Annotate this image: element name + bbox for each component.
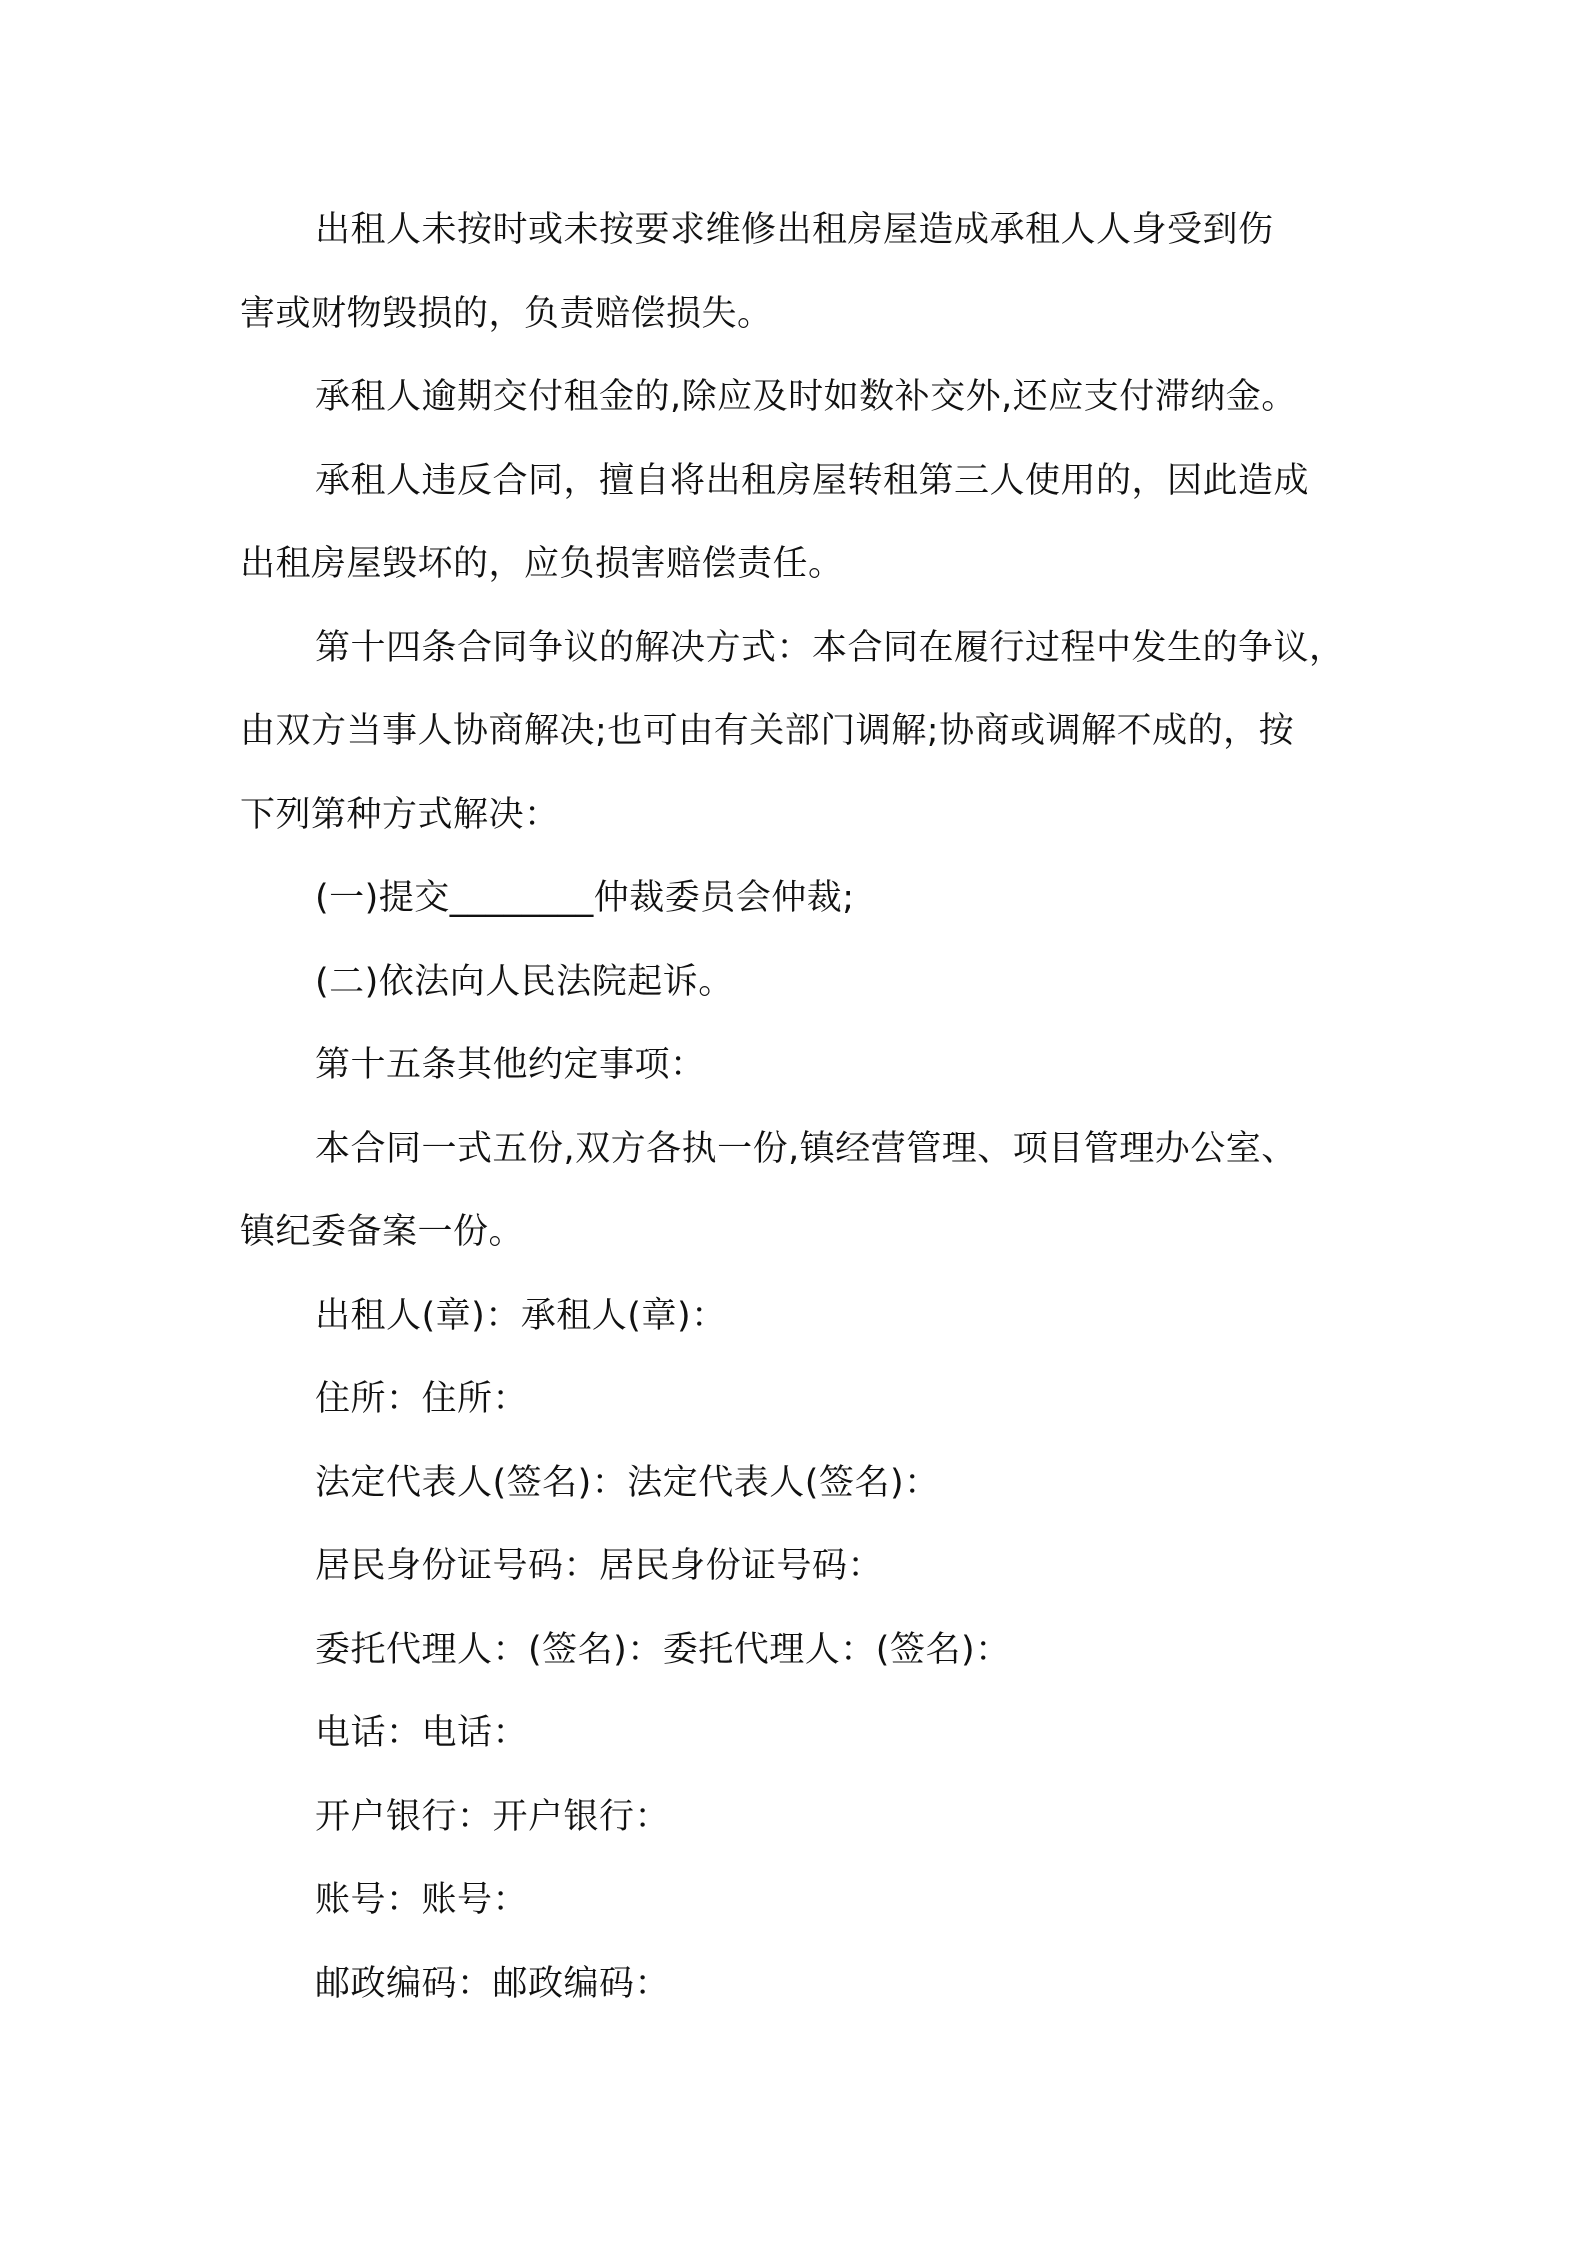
signature-legal-rep-line: 法定代表人(签名)：法定代表人(签名)： (315, 1463, 940, 1503)
signature-address-line: 住所：住所： (315, 1379, 529, 1419)
article-14-heading: 第十四条合同争议的解决方式：本合同在履行过程中发生的争议， (315, 628, 1345, 668)
signature-seal-line: 出租人(章)：承租人(章)： (315, 1296, 727, 1336)
paragraph-line: 承租人违反合同，擅自将出租房屋转租第三人使用的，因此造成 (315, 461, 1310, 501)
paragraph-line: 下列第种方式解决： (240, 795, 560, 835)
paragraph-line: 由双方当事人协商解决;也可由有关部门调解;协商或调解不成的，按 (240, 711, 1295, 751)
signature-account-line: 账号：账号： (315, 1880, 529, 1920)
paragraph-line: 出租人未按时或未按要求维修出租房屋造成承租人人身受到伤 (315, 210, 1274, 250)
signature-bank-line: 开户银行：开户银行： (315, 1797, 671, 1837)
option-1-line: (一)提交________仲裁委员会仲裁; (315, 878, 855, 918)
signature-id-number-line: 居民身份证号码：居民身份证号码： (315, 1546, 884, 1586)
option-2-line: (二)依法向人民法院起诉。 (315, 962, 734, 1002)
paragraph-line: 出租房屋毁坏的，应负损害赔偿责任。 (240, 544, 844, 584)
paragraph-line: 承租人逾期交付租金的,除应及时如数补交外,还应支付滞纳金。 (315, 377, 1297, 417)
paragraph-line: 害或财物毁损的，负责赔偿损失。 (240, 294, 773, 334)
paragraph-line: 本合同一式五份,双方各执一份,镇经营管理、项目管理办公室、 (315, 1129, 1297, 1169)
signature-phone-line: 电话：电话： (315, 1713, 529, 1753)
signature-postcode-line: 邮政编码：邮政编码： (315, 1964, 671, 2004)
paragraph-line: 镇纪委备案一份。 (240, 1212, 525, 1252)
article-15-heading: 第十五条其他约定事项： (315, 1045, 706, 1085)
signature-agent-line: 委托代理人：(签名)：委托代理人：(签名)： (315, 1630, 1011, 1670)
